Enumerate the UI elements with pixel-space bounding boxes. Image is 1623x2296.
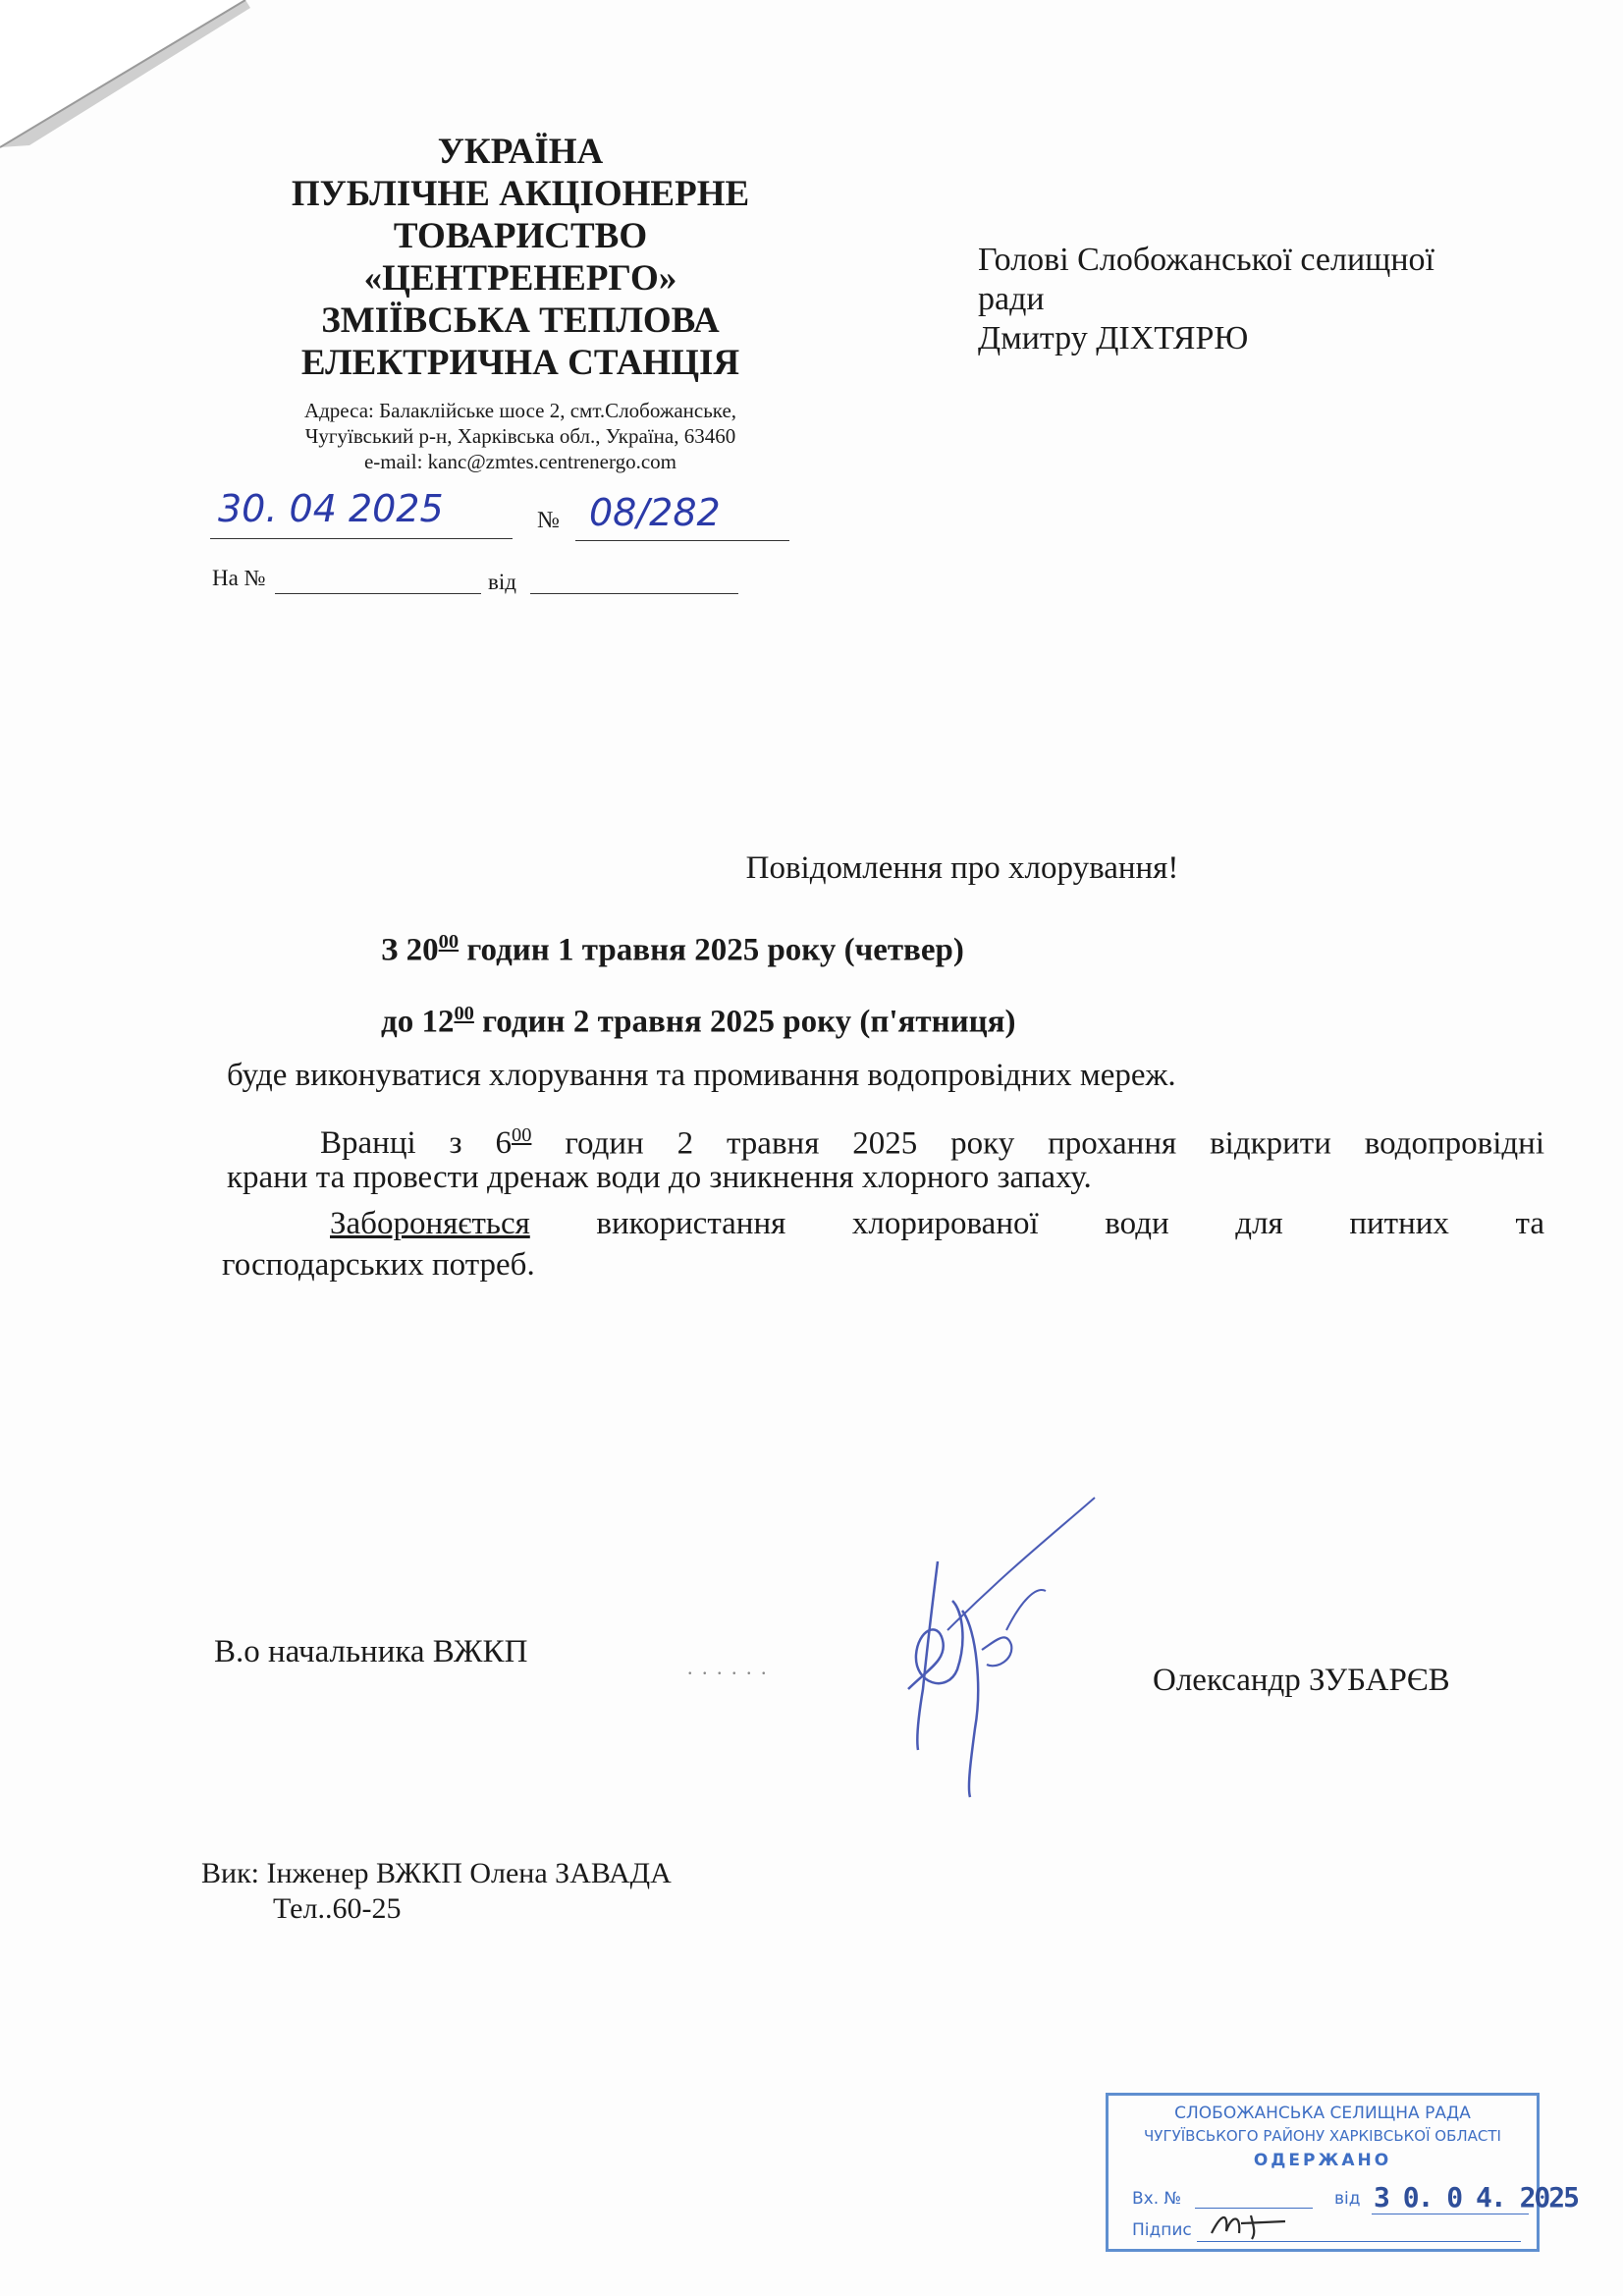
p2-start: Вранці з 6 bbox=[320, 1125, 512, 1162]
letterhead-line: ТОВАРИСТВО bbox=[393, 216, 648, 256]
stamp-sign-label: Підпис bbox=[1132, 2220, 1192, 2240]
schedule-end-minutes: 00 bbox=[454, 1003, 474, 1024]
addressee-line: ради bbox=[978, 281, 1045, 317]
letterhead-line: УКРАЇНА bbox=[437, 132, 604, 172]
letterhead bbox=[196, 131, 844, 384]
letterhead-address bbox=[196, 398, 844, 474]
handwritten-signature bbox=[889, 1493, 1114, 1807]
p2-rest: годин 2 травня 2025 року прохання відкрити водопровідні bbox=[531, 1125, 1545, 1162]
address-line: e-mail: kanc@zmtes.centrenergo.com bbox=[363, 450, 677, 473]
incoming-stamp bbox=[1106, 2093, 1579, 2252]
stamp-district: ЧУГУЇВСЬКОГО РАЙОНУ ХАРКІВСЬКОЇ ОБЛАСТІ bbox=[1144, 2127, 1501, 2145]
executor-line: Вик: Інженер ВЖКП Олена ЗАВАДА bbox=[201, 1857, 672, 1889]
addressee-line: Голові Слобожанської селищної bbox=[978, 242, 1434, 278]
schedule-start-rest: годин 1 травня 2025 року (четвер) bbox=[459, 932, 964, 968]
stamp-signature bbox=[1207, 2204, 1295, 2243]
body-paragraph-3-line-2: господарських потреб. bbox=[222, 1247, 535, 1283]
reg-date-handwritten: 30. 04 2025 bbox=[218, 487, 444, 530]
reg-date-underline bbox=[210, 538, 513, 539]
ref-date-blank bbox=[530, 593, 738, 594]
ref-date-label: від bbox=[488, 570, 516, 594]
body-paragraph-1: буде виконуватися хлорування та промивання водопровідних мереж. bbox=[227, 1058, 1176, 1093]
schedule-start bbox=[381, 931, 964, 968]
ref-number-blank bbox=[275, 593, 481, 594]
stamp-in-label: Вх. № bbox=[1132, 2189, 1182, 2209]
stamp-received: ОДЕРЖАНО bbox=[1253, 2151, 1392, 2170]
document-title: Повідомлення про хлорування! bbox=[745, 850, 1179, 886]
stamp-org: СЛОБОЖАНСЬКА СЕЛИЩНА РАДА bbox=[1174, 2104, 1471, 2123]
letterhead-line: «ЦЕНТРЕНЕРГО» bbox=[363, 258, 677, 299]
schedule-start-minutes: 00 bbox=[438, 931, 460, 953]
schedule-end-rest: годин 2 травня 2025 року (п'ятниця) bbox=[473, 1004, 1016, 1040]
p2-minutes: 00 bbox=[511, 1124, 532, 1146]
schedule-end-prefix: до 12 bbox=[381, 1004, 455, 1040]
letterhead-line: ПУБЛІЧНЕ АКЦІОНЕРНЕ bbox=[291, 174, 750, 214]
body-paragraph-3-line-1 bbox=[227, 1203, 1544, 1245]
dotted-mark: . . . . . . bbox=[687, 1655, 769, 1679]
addressee-name: Дмитру ДІХТЯРЮ bbox=[978, 320, 1249, 356]
reg-number-handwritten: 08/282 bbox=[589, 491, 721, 534]
reg-number-label: № bbox=[537, 508, 560, 533]
letterhead-line: ЗМІЇВСЬКА ТЕПЛОВА bbox=[321, 301, 720, 341]
executor-info bbox=[201, 1856, 672, 1927]
schedule-start-prefix: З 20 bbox=[381, 932, 439, 968]
prohibited-word: Забороняється bbox=[330, 1206, 530, 1241]
address-line: Адреса: Балаклійське шосе 2, смт.Слобожанське, bbox=[303, 399, 737, 422]
stamp-from-label: від bbox=[1334, 2189, 1361, 2209]
signatory-position: В.о начальника ВЖКП bbox=[214, 1634, 528, 1669]
signatory-name: Олександр ЗУБАРЄВ bbox=[1153, 1663, 1450, 1698]
addressee bbox=[978, 241, 1567, 358]
stamp-date: 3 0. 0 4. 2025 bbox=[1374, 2181, 1579, 2214]
address-line: Чугуївський р-н, Харківська обл., Україна, 63460 bbox=[304, 424, 736, 448]
schedule-end bbox=[381, 1003, 1016, 1040]
executor-phone: Тел..60-25 bbox=[273, 1892, 402, 1925]
reg-number-underline bbox=[575, 540, 789, 541]
ref-number-label: На № bbox=[212, 566, 266, 590]
p3-rest: використання хлорированої води для питних та bbox=[529, 1206, 1544, 1241]
body-paragraph-2-line-2: крани та провести дренаж води до зникнення хлорного запаху. bbox=[227, 1160, 1092, 1195]
letterhead-line: ЕЛЕКТРИЧНА СТАНЦІЯ bbox=[300, 343, 740, 383]
